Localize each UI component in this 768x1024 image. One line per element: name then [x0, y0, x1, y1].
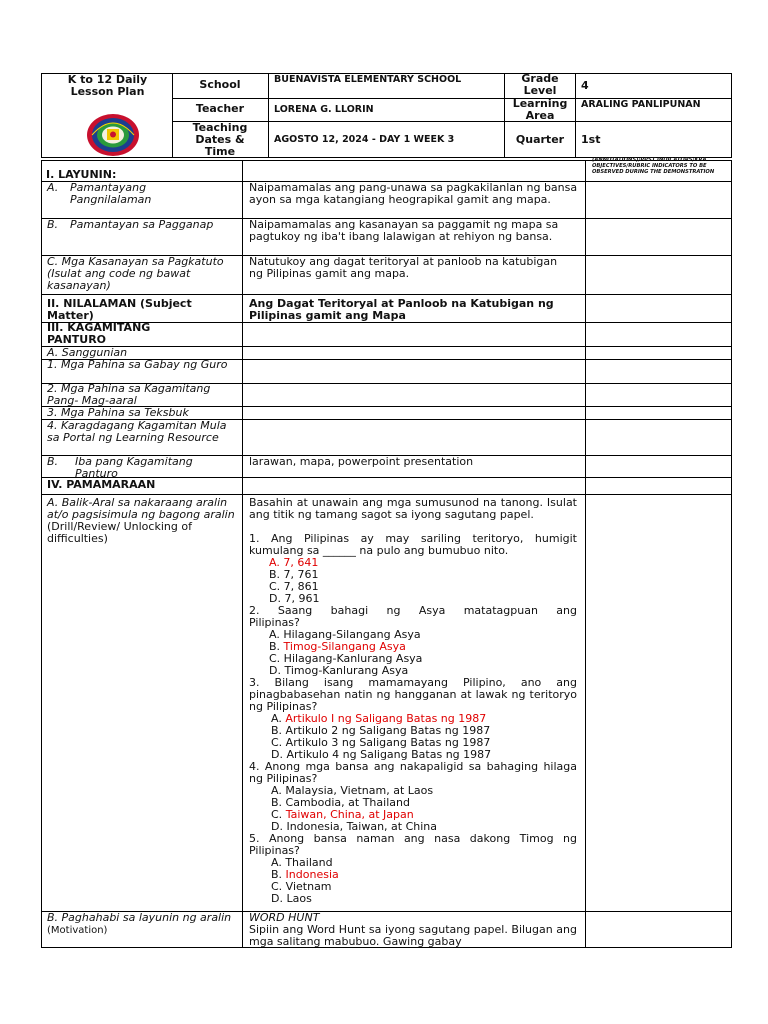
paghahabi-title: B. Paghahabi sa layunin ng aralin	[47, 911, 232, 924]
question-5: 5. Anong bansa naman ang nasa dakong Timog ng Pilipinas?	[249, 832, 577, 857]
q3-choice-a-letter: A.	[271, 712, 282, 725]
row-iba-name: Iba pang Kagamitang Panturo	[75, 455, 193, 480]
question-1: 1. Ang Pilipinas ay may sariling teritoryo, humigit kumulang sa ______ na pulo ang bumubuo nito.	[249, 532, 577, 557]
row-portal: 4. Karagdagang Kagamitan Mula sa Portal ng Learning Resource	[47, 419, 227, 444]
q2-choice-d: D. Timog-Kanlurang Asya	[269, 664, 409, 677]
teacher-label: Teacher	[195, 102, 245, 115]
row-balik-aral	[47, 497, 239, 545]
q1-choice-a: A. 7, 641	[269, 556, 319, 569]
q4-choice-d: D. Indonesia, Taiwan, at China	[271, 820, 438, 833]
q1-choice-b: B. 7, 761	[269, 568, 319, 581]
row-b-text: Naipamamalas ang kasanayan sa paggamit ng mapa sa pagtukoy ng iba't ibang lalawigan at rehiyon ng bansa.	[249, 218, 559, 243]
quarter-value: 1st	[581, 133, 601, 146]
grade-label: Grade Level	[521, 72, 559, 97]
question-3: 3. Bilang isang mamamayang Pilipino, ano ang pinagbabasehan natin ng hangganan at lawak ng teritoryo ng Pilipinas?	[249, 676, 577, 713]
row-b-name: Pamantayan sa Pagganap	[70, 218, 214, 231]
row-a-name: Pamantayang Pangnilalaman	[70, 181, 152, 206]
q1-choice-d: D. 7, 961	[269, 592, 320, 605]
plan-title: K to 12 Daily Lesson Plan	[67, 73, 148, 98]
balik-aral-note: (Drill/Review/ Unlocking of difficulties)	[47, 520, 192, 545]
question-2: 2. Saang bahagi ng Asya matatagpuan ang Pilipinas?	[249, 604, 577, 629]
school-value: BUENAVISTA ELEMENTARY SCHOOL	[274, 74, 462, 85]
divider	[41, 494, 732, 495]
word-hunt-title: WORD HUNT	[249, 911, 320, 924]
row-b-letter: B.	[47, 218, 59, 231]
section-pamamaraan: IV. PAMAMARAAN	[47, 478, 156, 491]
teacher-value: LORENA G. LLORIN	[274, 104, 374, 115]
q2-choice-c: C. Hilagang-Kanlurang Asya	[269, 652, 423, 665]
learning-area-value: ARALING PANLIPUNAN	[581, 99, 701, 110]
q5-choice-b-letter: B.	[271, 868, 283, 881]
teaching-dates-label: Teaching Dates & Time	[192, 121, 248, 158]
q4-choice-b: B. Cambodia, at Thailand	[271, 796, 410, 809]
q3-choice-c: C. Artikulo 3 ng Saligang Batas ng 1987	[271, 736, 491, 749]
q2-choice-a: A. Hilagang-Silangang Asya	[269, 628, 421, 641]
row-gabay-guro: 1. Mga Pahina sa Gabay ng Guro	[47, 358, 228, 371]
word-hunt-block	[249, 912, 577, 948]
school-seal-logo	[86, 113, 140, 157]
q4-choice-c-letter: C.	[271, 808, 283, 821]
divider	[172, 121, 732, 122]
row-paghahabi	[47, 912, 239, 937]
divider	[242, 160, 243, 948]
learning-area-label: Learning Area	[512, 97, 568, 122]
balik-aral-title: A. Balik-Aral sa nakaraang aralin at/o pagsisimula ng bagong aralin	[47, 496, 235, 521]
divider	[41, 294, 732, 295]
grade-value: 4	[581, 79, 589, 92]
row-kagamitang-mag-aaral: 2. Mga Pahina sa Kagamitang Pang- Mag-aaral	[47, 382, 211, 407]
divider	[575, 73, 576, 158]
q5-choice-d: D. Laos	[271, 892, 312, 905]
q5-choice-c: C. Vietnam	[271, 880, 332, 893]
section-nilalaman: II. NILALAMAN (Subject Matter)	[47, 297, 192, 322]
paghahabi-note: (Motivation)	[47, 925, 108, 936]
word-hunt-text: Sipiin ang Word Hunt sa iyong sagutang papel. Bilugan ang mga salitang mabubuo. Gawing gabay	[249, 923, 577, 948]
q5-choice-b-text: Indonesia	[285, 868, 339, 881]
row-sanggunian: A. Sanggunian	[47, 346, 128, 359]
quiz-block	[249, 497, 577, 905]
annotations-note: (ANNOTATIONS)/PPST INDICATORS/KRA OBJECTIVES/RUBRIC INDICATORS TO BE OBSERVED DURING THE DEMONSTRATION	[592, 157, 715, 175]
divider	[268, 73, 269, 158]
question-4: 4. Anong mga bansa ang nakapaligid sa bahaging hilaga ng Pilipinas?	[249, 760, 577, 785]
row-a-text: Naipamamalas ang pang-unawa sa pagkakilanlan ng bansa ayon sa mga katangiang heograpikal gamit ang mapa.	[249, 181, 578, 206]
q5-choice-a: A. Thailand	[271, 856, 333, 869]
teaching-dates-value: AGOSTO 12, 2024 - DAY 1 WEEK 3	[274, 134, 455, 145]
quiz-intro: Basahin at unawain ang mga sumusunod na tanong. Isulat ang titik ng tamang sagot sa iyong sagutang papel.	[249, 496, 577, 521]
q2-choice-b-text: Timog-Silangang Asya	[283, 640, 406, 653]
q3-choice-a-text: Artikulo I ng Saligang Batas ng 1987	[285, 712, 487, 725]
quarter-label: Quarter	[515, 133, 565, 146]
section-layunin: I. LAYUNIN:	[46, 168, 117, 181]
q3-choice-b: B. Artikulo 2 ng Saligang Batas ng 1987	[271, 724, 491, 737]
divider	[41, 346, 732, 347]
q1-choice-c: C. 7, 861	[269, 580, 319, 593]
row-iba-letter: B.	[47, 455, 59, 468]
divider	[585, 160, 586, 948]
q3-choice-d: D. Artikulo 4 ng Saligang Batas ng 1987	[271, 748, 492, 761]
q4-choice-a: A. Malaysia, Vietnam, at Laos	[271, 784, 434, 797]
q4-choice-c-text: Taiwan, China, at Japan	[285, 808, 414, 821]
row-teksbuk: 3. Mga Pahina sa Teksbuk	[47, 406, 189, 419]
school-label: School	[199, 78, 241, 91]
q2-choice-b-letter: B.	[269, 640, 281, 653]
row-iba-text: larawan, mapa, powerpoint presentation	[249, 455, 474, 468]
section-kagamitan: III. KAGAMITANG PANTURO	[47, 321, 151, 346]
row-c-name: C. Mga Kasanayan sa Pagkatuto (Isulat ang code ng bawat kasanayan)	[47, 255, 224, 292]
nilalaman-text: Ang Dagat Teritoryal at Panloob na Katubigan ng Pilipinas gamit ang Mapa	[249, 297, 554, 322]
row-c-text: Natutukoy ang dagat teritoryal at panloob na katubigan ng Pilipinas gamit ang mapa.	[249, 255, 558, 280]
row-a-letter: A.	[47, 181, 59, 194]
